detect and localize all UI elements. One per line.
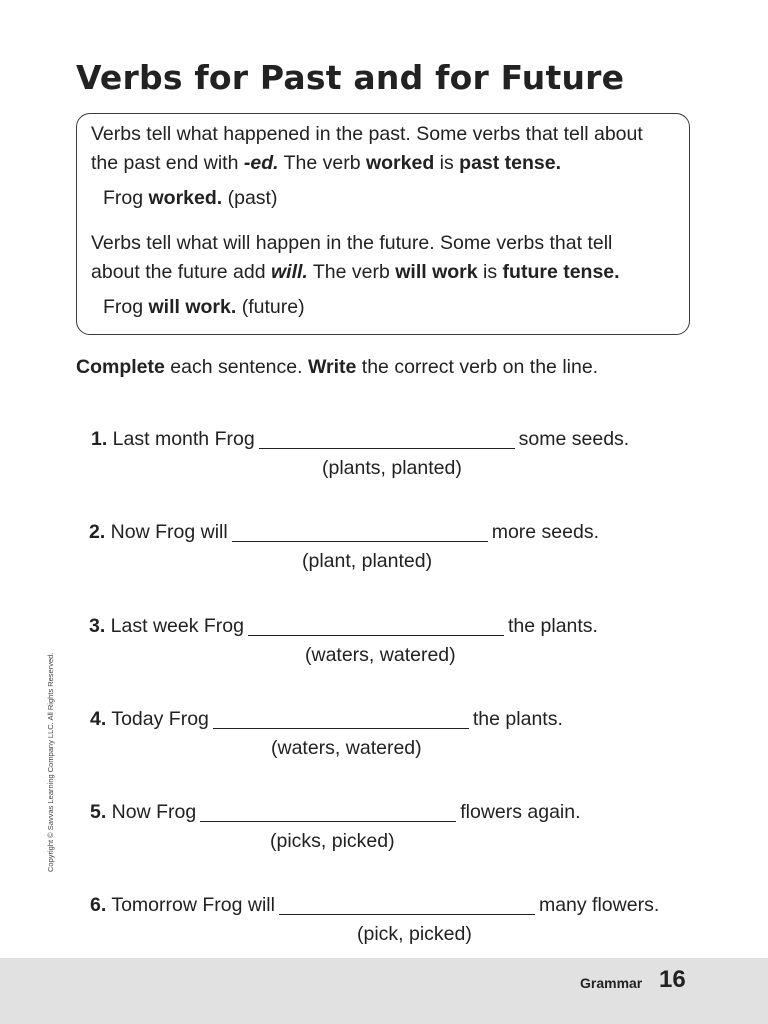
- past-suffix: -ed.: [243, 152, 279, 174]
- past-tense-term: past tense.: [459, 152, 562, 174]
- footer-section-label: Grammar: [580, 975, 643, 991]
- answer-line-1[interactable]: [259, 428, 515, 449]
- answer-line-4[interactable]: [213, 708, 469, 729]
- future-rule-text: [91, 229, 620, 287]
- question-4: 4. Today Frog the plants.: [90, 708, 563, 730]
- footer-band: [0, 958, 768, 1024]
- copyright-notice: Copyright © Savvas Learning Company LLC. All Rights Reserved.: [46, 652, 55, 872]
- past-rule-line-2: the past end with -ed. The verb worked is past tense.: [91, 152, 562, 174]
- future-example: Frog will work. (future): [103, 296, 305, 318]
- answer-line-5[interactable]: [200, 801, 456, 822]
- choices-5: (picks, picked): [270, 830, 395, 852]
- question-3: 3. Last week Frog the plants.: [89, 615, 598, 637]
- answer-line-2[interactable]: [232, 521, 488, 542]
- future-rule-line-1: Verbs tell what will happen in the future. Some verbs that tell: [91, 232, 613, 254]
- past-verb-example: worked: [365, 152, 435, 174]
- future-tense-term: future tense.: [502, 261, 620, 283]
- answer-line-6[interactable]: [279, 894, 535, 915]
- page-title: Verbs for Past and for Future: [76, 58, 625, 97]
- choices-1: (plants, planted): [322, 457, 462, 479]
- question-2: 2. Now Frog will more seeds.: [89, 521, 600, 543]
- past-rule-line-1: Verbs tell what happened in the past. Some verbs that tell about: [91, 123, 643, 145]
- choices-3: (waters, watered): [305, 644, 456, 666]
- past-example: Frog worked. (past): [103, 187, 278, 209]
- choices-6: (pick, picked): [357, 923, 472, 945]
- directions: Complete each sentence. Write the correct verb on the line.: [76, 356, 599, 378]
- future-verb-example: will work: [395, 261, 478, 283]
- question-1: 1. Last month Frog some seeds.: [91, 428, 630, 450]
- future-word: will.: [270, 261, 308, 283]
- page-number: 16: [659, 966, 686, 993]
- choices-2: (plant, planted): [302, 550, 433, 572]
- past-rule-text: [91, 120, 643, 178]
- question-5: 5. Now Frog flowers again.: [90, 801, 581, 823]
- question-6: 6. Tomorrow Frog will many flowers.: [90, 894, 660, 916]
- answer-line-3[interactable]: [248, 615, 504, 636]
- future-rule-line-2: about the future add will. The verb will work is future tense.: [91, 261, 620, 283]
- choices-4: (waters, watered): [271, 737, 422, 759]
